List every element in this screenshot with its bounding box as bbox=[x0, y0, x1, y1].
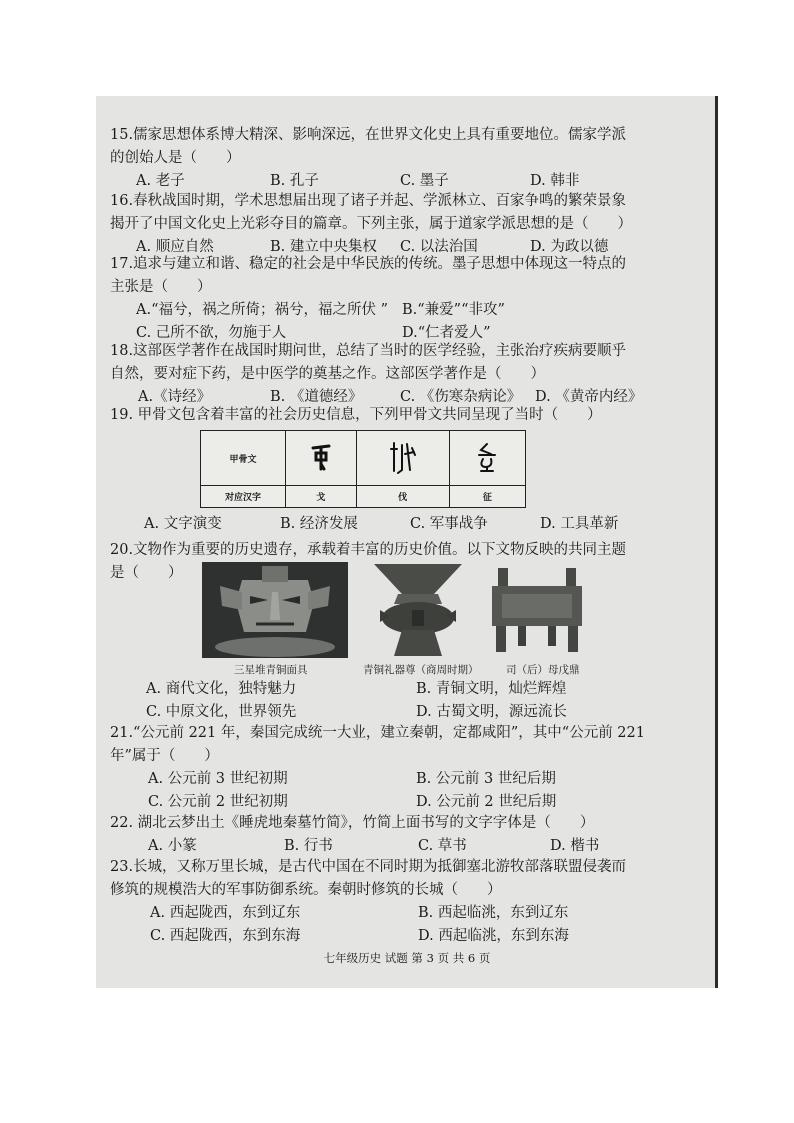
question-16-line-1: 16.春秋战国时期，学术思想届出现了诸子并起、学派林立、百家争鸣的繁荣景象 bbox=[110, 193, 627, 209]
option-d[interactable]: D. 古蜀文明，源远流长 bbox=[416, 704, 567, 720]
option-a[interactable]: A. 商代文化，独特魅力 bbox=[146, 681, 297, 697]
oracle-char-cell-1 bbox=[286, 431, 357, 486]
question-15-line-1: 15.儒家思想体系博大精深、影响深远，在世界文化史上具有重要地位。儒家学派 bbox=[110, 127, 627, 143]
question-17 bbox=[110, 253, 710, 345]
option-c[interactable]: C. 己所不欲，勿施于人 bbox=[136, 325, 287, 341]
option-c[interactable]: C. 西起陇西，东到东海 bbox=[150, 928, 301, 944]
question-19-options bbox=[110, 513, 710, 536]
sanxingdui-mask-icon bbox=[202, 562, 348, 658]
oracle-ge-icon bbox=[310, 442, 332, 472]
option-a[interactable]: A. 西起陇西，东到辽东 bbox=[150, 905, 301, 921]
caption-mask: 三星堆青铜面具 bbox=[234, 664, 308, 676]
modern-char-ge: 戈 bbox=[286, 486, 357, 508]
exam-page bbox=[96, 96, 718, 988]
option-c[interactable]: C. 以法治国 bbox=[400, 239, 478, 255]
question-15 bbox=[110, 124, 710, 193]
question-22 bbox=[110, 812, 710, 858]
option-d[interactable]: D. 《黄帝内经》 bbox=[535, 389, 643, 405]
option-d[interactable]: D.“仁者爱人” bbox=[402, 325, 491, 341]
option-a[interactable]: A. 公元前 3 世纪初期 bbox=[148, 771, 288, 787]
option-d[interactable]: D. 韩非 bbox=[530, 173, 580, 189]
option-d[interactable]: D. 为政以德 bbox=[530, 239, 609, 255]
option-a[interactable]: A.“福兮，祸之所倚；祸兮，福之所伏 ” bbox=[136, 302, 389, 318]
question-19-answers bbox=[110, 513, 710, 536]
option-a[interactable]: A. 顺应自然 bbox=[136, 239, 214, 255]
question-18 bbox=[110, 340, 710, 409]
oracle-zheng-icon bbox=[475, 441, 499, 473]
option-b[interactable]: B. 经济发展 bbox=[280, 516, 358, 532]
option-b[interactable]: B.“兼爱”“非攻” bbox=[402, 302, 505, 318]
question-22-options bbox=[110, 835, 710, 858]
question-23-options-row-2 bbox=[110, 925, 710, 948]
table-header-oracle: 甲骨文 bbox=[201, 431, 286, 486]
option-b[interactable]: B. 公元前 3 世纪后期 bbox=[416, 771, 556, 787]
option-c[interactable]: C. 中原文化，世界领先 bbox=[146, 704, 297, 720]
option-a[interactable]: A. 文字演变 bbox=[144, 516, 222, 532]
question-23-line-2: 修筑的规模浩大的军事防御系统。秦朝时修筑的长城（ ） bbox=[110, 882, 502, 898]
page-edge-shadow bbox=[715, 96, 718, 988]
option-d[interactable]: D. 西起临洮，东到东海 bbox=[418, 928, 569, 944]
option-c[interactable]: C. 《伤寒杂病论》 bbox=[400, 389, 522, 405]
question-18-line-2: 自然，要对症下药，是中医学的奠基之作。这部医学著作是（ ） bbox=[110, 366, 545, 382]
option-d[interactable]: D. 工具革新 bbox=[540, 516, 619, 532]
option-b[interactable]: B. 孔子 bbox=[270, 173, 319, 189]
question-21-options-row-1 bbox=[110, 768, 710, 791]
question-17-line-2: 主张是（ ） bbox=[110, 279, 212, 295]
option-b[interactable]: B. 建立中央集权 bbox=[270, 239, 377, 255]
question-19-line-1: 19. 甲骨文包含着丰富的社会历史信息，下列甲骨文共同呈现了当时（ ） bbox=[110, 407, 602, 423]
question-20-options-row-2 bbox=[110, 701, 710, 724]
question-21 bbox=[110, 722, 710, 814]
question-21-line-1: 21.“公元前 221 年，秦国完成统一大业，建立秦朝，定都咸阳”，其中“公元前 221 bbox=[110, 725, 645, 741]
houmuwu-ding-icon bbox=[488, 564, 586, 654]
question-17-line-1: 17.追求与建立和谐、稳定的社会是中华民族的传统。墨子思想中体现这一特点的 bbox=[110, 256, 627, 272]
option-b[interactable]: B. 青铜文明，灿烂辉煌 bbox=[416, 681, 567, 697]
question-21-options-row-2 bbox=[110, 791, 710, 814]
modern-char-zheng: 征 bbox=[449, 486, 525, 508]
option-a[interactable]: A.《诗经》 bbox=[138, 389, 212, 405]
option-c[interactable]: C. 军事战争 bbox=[410, 516, 488, 532]
question-23-line-1: 23.长城，又称万里长城，是古代中国在不同时期为抵御塞北游牧部落联盟侵袭而 bbox=[110, 859, 627, 875]
question-18-line-1: 18.这部医学著作在战国时期问世，总结了当时的医学经验，主张治疗疾病要顺乎 bbox=[110, 343, 627, 359]
bronze-zun-icon bbox=[368, 560, 468, 660]
page-footer: 七年级历史 试题 第 3 页 共 6 页 bbox=[323, 951, 491, 965]
option-b[interactable]: B. 《道德经》 bbox=[270, 389, 363, 405]
caption-ding: 司（后）母戊鼎 bbox=[506, 664, 580, 676]
option-c[interactable]: C. 草书 bbox=[418, 838, 467, 854]
table-header-modern: 对应汉字 bbox=[201, 486, 286, 508]
option-c[interactable]: C. 公元前 2 世纪初期 bbox=[148, 794, 288, 810]
option-b[interactable]: B. 西起临洮，东到辽东 bbox=[418, 905, 569, 921]
question-15-line-2: 的创始人是（ ） bbox=[110, 150, 241, 166]
question-20-line-1: 20.文物作为重要的历史遗存，承载着丰富的历史价值。以下文物反映的共同主题 bbox=[110, 542, 627, 558]
question-23 bbox=[110, 856, 710, 948]
option-b[interactable]: B. 行书 bbox=[284, 838, 333, 854]
option-a[interactable]: A. 老子 bbox=[136, 173, 185, 189]
question-16 bbox=[110, 190, 710, 259]
question-23-options-row-1 bbox=[110, 902, 710, 925]
question-17-options-row-1 bbox=[110, 299, 710, 322]
option-a[interactable]: A. 小篆 bbox=[148, 838, 197, 854]
oracle-bone-table bbox=[200, 430, 526, 508]
caption-zun: 青铜礼器尊（商周时期） bbox=[363, 664, 479, 676]
question-20-line-2: 是（ ） bbox=[110, 565, 183, 581]
oracle-char-cell-2 bbox=[356, 431, 449, 486]
question-20-options-row-1 bbox=[110, 678, 710, 701]
question-19 bbox=[110, 404, 710, 427]
option-d[interactable]: D. 公元前 2 世纪后期 bbox=[416, 794, 557, 810]
oracle-fa-icon bbox=[388, 440, 418, 474]
question-20-answers bbox=[110, 678, 710, 724]
question-22-line-1: 22. 湖北云梦出土《睡虎地秦墓竹简》，竹简上面书写的文字字体是（ ） bbox=[110, 815, 595, 831]
option-c[interactable]: C. 墨子 bbox=[400, 173, 449, 189]
oracle-char-cell-3 bbox=[449, 431, 525, 486]
question-21-line-2: 年”属于（ ） bbox=[110, 748, 219, 764]
modern-char-fa: 伐 bbox=[356, 486, 449, 508]
option-d[interactable]: D. 楷书 bbox=[550, 838, 600, 854]
question-16-line-2: 揭开了中国文化史上光彩夺目的篇章。下列主张，属于道家学派思想的是（ ） bbox=[110, 216, 632, 232]
